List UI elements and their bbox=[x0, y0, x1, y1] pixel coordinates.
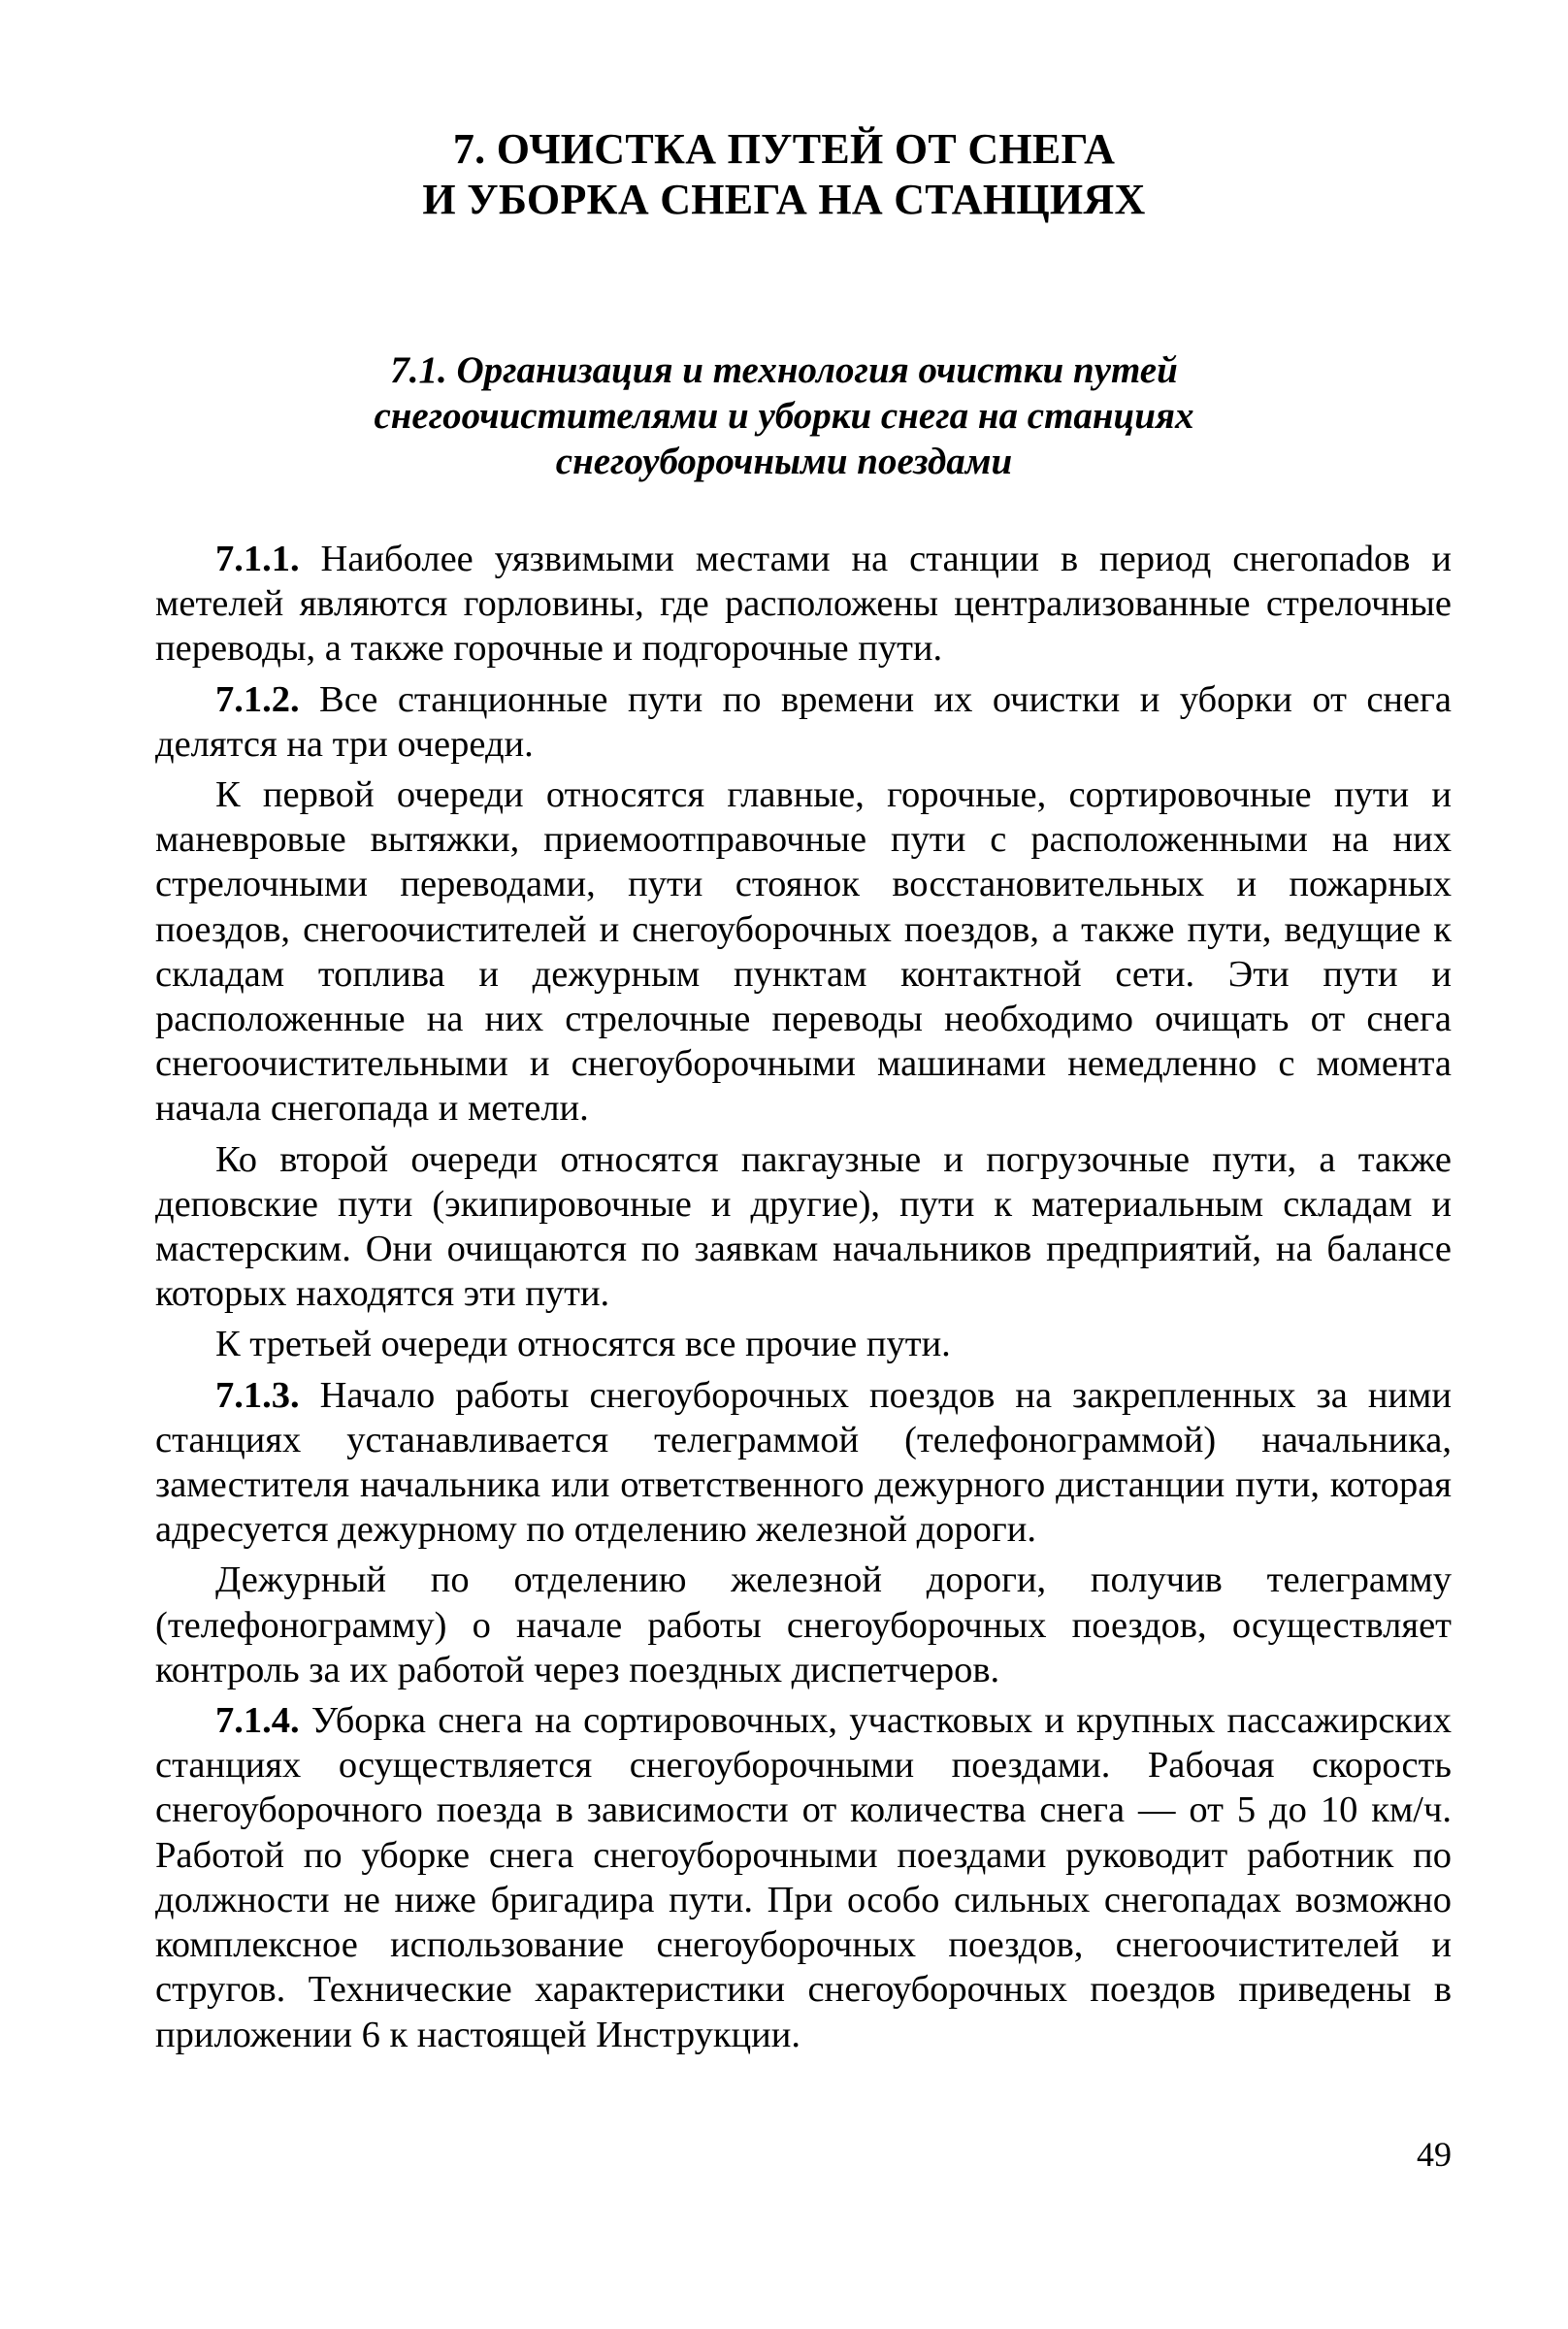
paragraph-text: Ко второй очереди относятся пакгаузные и погрузочные пути, а также деповские пути (экипировочные и другие), пути к материальным складам и мастерским. Они очищаются по заявкам начальников предприятий, на балансе которых находятся эти пути. bbox=[155, 1138, 1452, 1315]
paragraph-text: Уборка снега на сортировочных, участковых и крупных пассажирских станциях осуществляется снегоуборочными поездами. Рабочая скорость снегоуборочного поезда в зависимости от количества снега — от 5 до 10 км/ч. Работой по уборке снега снегоуборочными поездами руководит работник по должности не ниже бригадира пути. При особо сильных снегопадах возможно комплексное использование снегоуборочных поездов, снегоочистителей и стругов. Технические характеристики снегоуборочных поездов приведены в приложении 6 к настоящей Инструкции. bbox=[155, 1700, 1452, 2055]
paragraph-text: Наиболее уязвимыми местами на станции в период снегопаdов и метелей являются горловины, где расположены централизованные стрелочные переводы, а также горочные и подгорочные пути. bbox=[155, 539, 1452, 670]
paragraph-first-priority bbox=[155, 772, 1452, 1132]
paragraph-text: К первой очереди относятся главные, горочные, сортировочные пути и маневровые вытяжки, приемоотправочные пути с расположенными на них стрелочными переводами, пути стоянок восстановительных и пожарных поездов, снегоочистителей и снегоуборочных поездов, а также пути, ведущие к складам топлива и дежурным пунктам контактной сети. Эти пути и расположенные на них стрелочные переводы необходимо очищать от снега снегоочистительными и снегоуборочными машинами немедленно с момента начала снегопада и метели. bbox=[155, 774, 1452, 1130]
paragraph-text: Дежурный по отделению железной дороги, получив телеграмму (телефонограмму) о начале работы снегоуборочных поездов, осуществляет контроль за их работой через поездных диспетчеров. bbox=[155, 1559, 1452, 1690]
section-title-line-1: 7.1. Организация и технология очистки путей bbox=[390, 349, 1178, 391]
paragraph-duty-officer bbox=[155, 1558, 1452, 1692]
section-title-line-3: снегоуборочными поездами bbox=[555, 441, 1013, 482]
body-text bbox=[155, 537, 1452, 2057]
chapter-title bbox=[0, 124, 1568, 225]
paragraph-text: Начало работы снегоуборочных поездов на закрепленных за ними станциях устанавливается телеграммой (телефонограммой) начальника, заместителя начальника или ответственного дежурного дистанции пути, которая адресуется дежурному по отделению железной дороги. bbox=[155, 1374, 1452, 1551]
paragraph-second-priority bbox=[155, 1137, 1452, 1317]
page-number: 49 bbox=[1417, 2135, 1452, 2174]
section-title bbox=[0, 347, 1568, 484]
paragraph-7-1-1 bbox=[155, 537, 1452, 672]
paragraph-7-1-3 bbox=[155, 1373, 1452, 1553]
clause-number: 7.1.3. bbox=[215, 1374, 300, 1416]
paragraph-text: К третьей очереди относятся все прочие пути. bbox=[215, 1324, 951, 1365]
chapter-title-line-1: 7. ОЧИСТКА ПУТЕЙ ОТ СНЕГА bbox=[452, 125, 1116, 173]
paragraph-text: Все станционные пути по времени их очистки и уборки от снега делятся на три очереди. bbox=[155, 678, 1452, 765]
chapter-title-line-2: И УБОРКА СНЕГА НА СТАНЦИЯХ bbox=[422, 176, 1146, 223]
clause-number: 7.1.4. bbox=[215, 1700, 300, 1742]
clause-number: 7.1.1. bbox=[215, 539, 300, 579]
clause-number: 7.1.2. bbox=[215, 678, 300, 720]
paragraph-7-1-2 bbox=[155, 677, 1452, 767]
section-title-line-2: снегоочистителями и уборки снега на станциях bbox=[374, 395, 1194, 437]
paragraph-third-priority bbox=[155, 1322, 1452, 1366]
paragraph-7-1-4 bbox=[155, 1698, 1452, 2057]
